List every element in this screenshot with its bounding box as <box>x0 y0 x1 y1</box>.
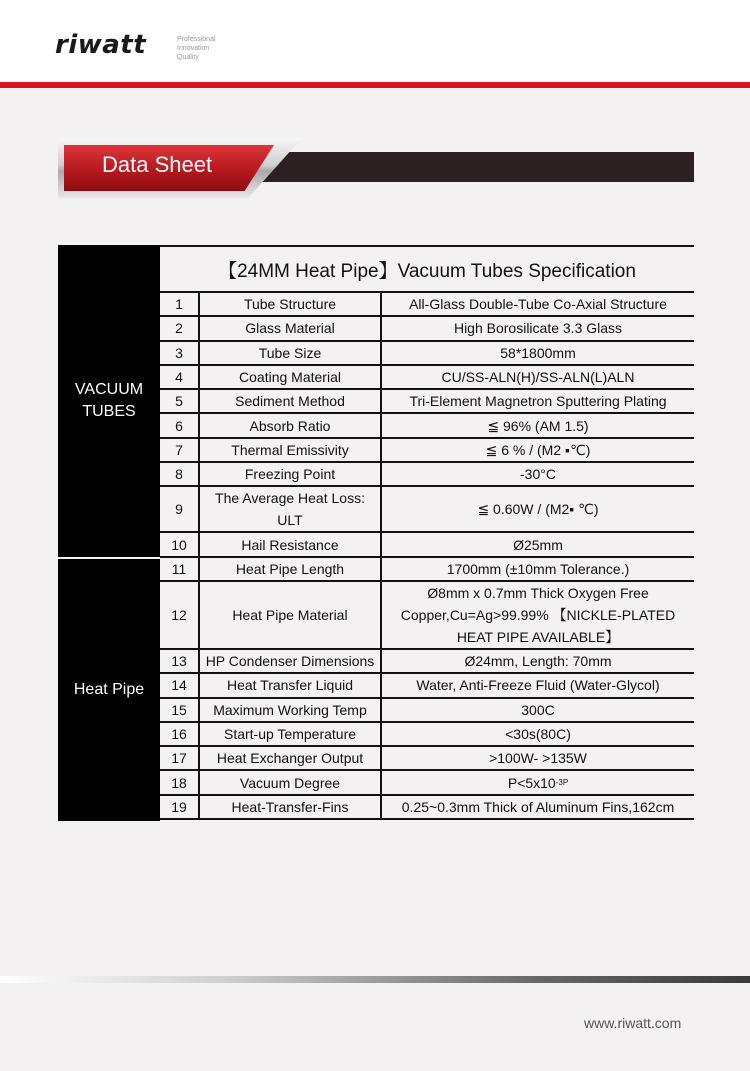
data-sheet-banner <box>58 138 694 198</box>
row-item: Start-up Temperature <box>200 723 382 745</box>
brand-logo[interactable]: riwatt <box>55 30 147 60</box>
table-body <box>160 293 694 820</box>
row-value: 1700mm (±10mm Tolerance.) <box>446 560 630 577</box>
row-number: 9 <box>160 487 200 531</box>
row-number: 17 <box>160 747 200 769</box>
table-row <box>160 747 694 771</box>
table-row <box>160 558 694 582</box>
row-item: Thermal Emissivity <box>200 439 382 461</box>
table-row <box>160 796 694 820</box>
row-value: Tri-Element Magnetron Sputtering Plating <box>409 393 667 410</box>
row-number: 12 <box>160 582 200 648</box>
tagline-line: Professional <box>177 36 216 43</box>
footer-divider <box>0 976 750 983</box>
row-item: Hail Resistance <box>200 533 382 555</box>
row-item: Heat Exchanger Output <box>200 747 382 769</box>
row-item: Tube Size <box>200 342 382 364</box>
row-item: Tube Structure <box>200 293 382 315</box>
table-row <box>160 342 694 366</box>
row-value: -30°C <box>520 466 556 483</box>
table-row <box>160 674 694 698</box>
banner-title: Data Sheet <box>102 152 213 177</box>
row-number: 4 <box>160 366 200 388</box>
category-vacuum-tubes <box>58 245 160 557</box>
row-item: HP Condenser Dimensions <box>200 650 382 672</box>
row-value: Ø24mm, Length: 70mm <box>464 653 612 670</box>
table-row <box>160 390 694 414</box>
row-value: <30s(80C) <box>505 726 571 742</box>
row-number: 15 <box>160 699 200 721</box>
row-item: Vacuum Degree <box>200 771 382 793</box>
row-item: Absorb Ratio <box>200 414 382 436</box>
row-item: Freezing Point <box>200 463 382 485</box>
table-row <box>160 317 694 341</box>
row-number: 13 <box>160 650 200 672</box>
row-value: 0.25~0.3mm Thick of Aluminum Fins,162cm <box>401 798 675 815</box>
header-divider <box>0 82 750 88</box>
table-row <box>160 650 694 674</box>
row-value: ≦ 96% (AM 1.5) <box>487 417 589 434</box>
row-value: High Borosilicate 3.3 Glass <box>453 320 623 337</box>
table-row <box>160 293 694 317</box>
row-value: 58*1800mm <box>500 344 576 361</box>
row-value: Ø8mm x 0.7mm Thick Oxygen Free Copper,Cu=Ag>99.99% 【NICKLE-PLATED HEAT PIPE AVAILABLE】 <box>400 584 676 645</box>
row-item: Heat Pipe Material <box>200 582 382 648</box>
row-value: Ø25mm <box>513 536 563 553</box>
table-row <box>160 366 694 390</box>
row-item: Heat-Transfer-Fins <box>200 796 382 818</box>
row-number: 14 <box>160 674 200 696</box>
row-item: Sediment Method <box>200 390 382 412</box>
table-row <box>160 487 694 533</box>
row-value <box>382 771 694 793</box>
table-row <box>160 414 694 438</box>
row-number: 5 <box>160 390 200 412</box>
row-item: Glass Material <box>200 317 382 339</box>
row-number: 6 <box>160 414 200 436</box>
tagline-line: Quality <box>177 54 199 61</box>
row-number: 2 <box>160 317 200 339</box>
row-item: The Average Heat Loss: ULT <box>200 487 382 531</box>
row-number: 11 <box>160 558 200 580</box>
table-row <box>160 582 694 650</box>
row-value: CU/SS-ALN(H)/SS-ALN(L)ALN <box>441 369 635 386</box>
row-value: Water, Anti-Freeze Fluid (Water-Glycol) <box>416 677 660 694</box>
page-header <box>0 0 750 88</box>
table-row <box>160 439 694 463</box>
table-row <box>160 699 694 723</box>
category-label: VACUUM TUBES <box>74 381 144 420</box>
table-row <box>160 463 694 487</box>
row-value: All-Glass Double-Tube Co-Axial Structure <box>409 296 667 313</box>
row-item: Heat Transfer Liquid <box>200 674 382 696</box>
row-value-exponent: -3P <box>555 777 569 787</box>
row-number: 1 <box>160 293 200 315</box>
row-number: 3 <box>160 342 200 364</box>
row-number: 18 <box>160 771 200 793</box>
row-value: >100W- >135W <box>489 750 587 767</box>
table-row <box>160 533 694 557</box>
row-number: 7 <box>160 439 200 461</box>
category-label: Heat Pipe <box>73 681 145 698</box>
row-value: ≦ 6 % / (M2 ▪℃) <box>485 441 591 458</box>
table-row <box>160 723 694 747</box>
row-item: Coating Material <box>200 366 382 388</box>
row-item: Maximum Working Temp <box>200 699 382 721</box>
footer-website-link[interactable]: www.riwatt.com <box>584 1015 682 1031</box>
table-title: 【24MM Heat Pipe】Vacuum Tubes Specification <box>160 245 694 293</box>
row-number: 16 <box>160 723 200 745</box>
table-row <box>160 771 694 795</box>
row-value: 300C <box>521 701 555 718</box>
tagline-line: Innovation <box>177 45 210 52</box>
row-number: 8 <box>160 463 200 485</box>
row-value-text: P<5x10 <box>507 774 556 791</box>
row-item: Heat Pipe Length <box>200 558 382 580</box>
brand-tagline <box>177 35 216 62</box>
category-heat-pipe <box>58 559 160 821</box>
row-number: 10 <box>160 533 200 555</box>
row-number: 19 <box>160 796 200 818</box>
row-value: ≦ 0.60W / (M2▪ ℃) <box>477 501 599 518</box>
